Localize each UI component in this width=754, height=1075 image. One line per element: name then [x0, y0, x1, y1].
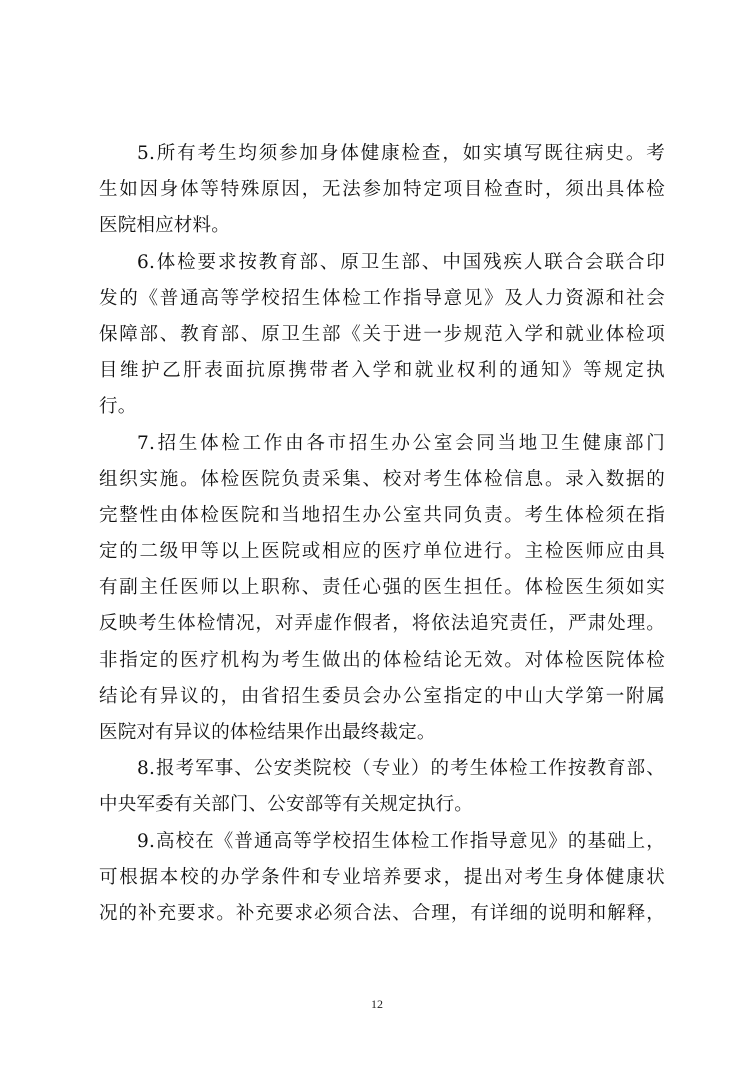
paragraph-9 — [99, 824, 665, 933]
text-line: 定的二级甲等以上医院或相应的医疗单位进行。主检医师应由具 — [99, 541, 665, 563]
paragraph-6 — [99, 245, 665, 426]
text-line: 8.报考军事、公安类院校（专业）的考生体检工作按教育部、 — [137, 758, 665, 780]
text-line: 有副主任医师以上职称、责任心强的医生担任。体检医生须如实 — [99, 577, 665, 599]
text-line: 可根据本校的办学条件和专业培养要求，提出对考生身体健康状 — [99, 866, 665, 888]
text-line: 7.招生体检工作由各市招生办公室会同当地卫生健康部门 — [137, 432, 665, 454]
paragraph-5 — [99, 136, 665, 245]
paragraph-8 — [99, 751, 665, 823]
text-line: 目维护乙肝表面抗原携带者入学和就业权利的通知》等规定执 — [99, 360, 665, 382]
text-line: 保障部、教育部、原卫生部《关于进一步规范入学和就业体检项 — [99, 323, 665, 345]
text-line: 组织实施。体检医院负责采集、校对考生体检信息。录入数据的 — [99, 468, 665, 490]
text-line: 9.高校在《普通高等学校招生体检工作指导意见》的基础上， — [137, 830, 665, 852]
text-line: 非指定的医疗机构为考生做出的体检结论无效。对体检医院体检 — [99, 649, 665, 671]
text-line: 6.体检要求按教育部、原卫生部、中国残疾人联合会联合印 — [137, 251, 665, 273]
body-text — [99, 136, 665, 932]
text-line: 完整性由体检医院和当地招生办公室共同负责。考生体检须在指 — [99, 504, 665, 526]
text-line: 结论有异议的，由省招生委员会办公室指定的中山大学第一附属 — [99, 685, 665, 707]
text-line: 医院相应材料。 — [99, 215, 230, 237]
text-line: 中央军委有关部门、公安部等有关规定执行。 — [99, 794, 474, 816]
text-line: 行。 — [99, 396, 137, 418]
text-line: 反映考生体检情况，对弄虚作假者，将依法追究责任，严肃处理。 — [99, 613, 665, 635]
paragraph-7 — [99, 426, 665, 752]
text-line: 发的《普通高等学校招生体检工作指导意见》及人力资源和社会 — [99, 287, 665, 309]
page-number: 12 — [371, 997, 383, 1011]
text-line: 医院对有异议的体检结果作出最终裁定。 — [99, 722, 436, 743]
text-line: 生如因身体等特殊原因，无法参加特定项目检查时，须出具体检 — [99, 179, 665, 201]
text-line: 5.所有考生均须参加身体健康检查，如实填写既往病史。考 — [137, 143, 665, 164]
text-line: 况的补充要求。补充要求必须合法、合理，有详细的说明和解释， — [99, 902, 665, 924]
